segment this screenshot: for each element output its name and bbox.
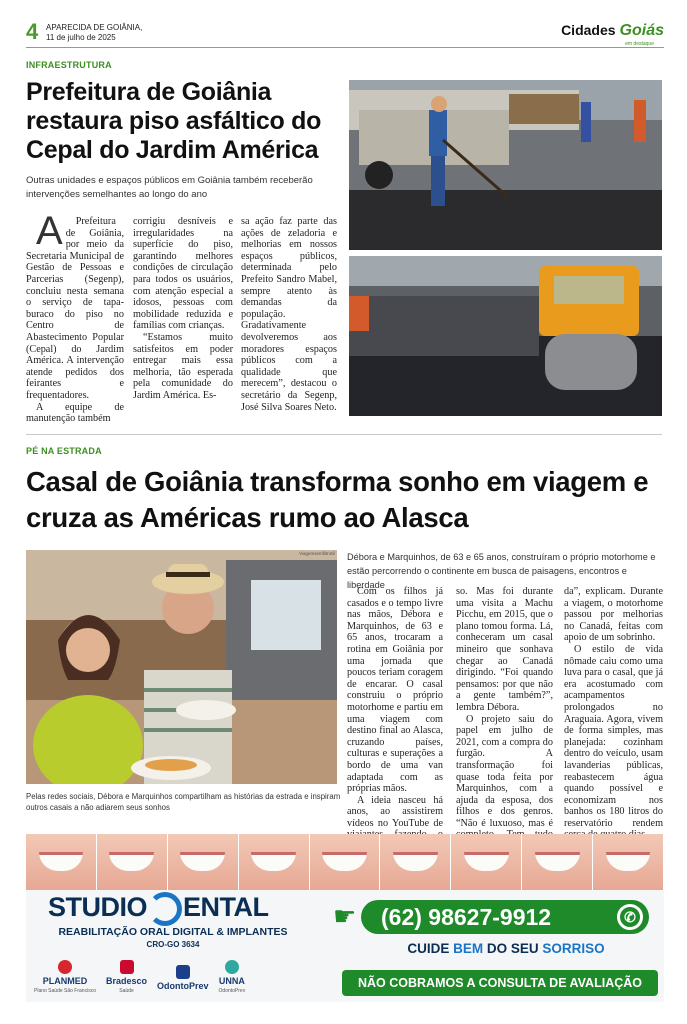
- section-divider: [26, 434, 662, 435]
- partners-row: [34, 958, 324, 998]
- planmed-icon: [58, 960, 72, 974]
- article1-lead: Outras unidades e espaços públicos em Goiânia também receberão intervenções semelhantes ao longo do ano: [26, 175, 313, 200]
- studio-dental-logo: [48, 892, 269, 926]
- dental-advertisement: [26, 834, 664, 1002]
- article2-headline: Casal de Goiânia transforma sonho em viagem e cruza as Américas rumo ao Alasca: [26, 466, 649, 533]
- partner-unna: [219, 960, 246, 996]
- article2-paragraph: so. Mas foi durante uma visita a Machu Picchu, em 2015, que o plano tomou forma. Lá, conheceram um casal mineiro que sonhava chegar ao Canadá dirigindo. “Foi quando pensamos: por que não a gente também?”, lembra Débora.: [456, 586, 553, 713]
- article2-section-label: PÉ NA ESTRADA: [26, 446, 102, 456]
- article2-paragraph: Com os filhos já casados e o tempo livre nas mãos, Débora e Marquinhos, de 63 e 65 anos, trocaram a rotina em Goiânia por uma jornada que poucos teriam coragem de encarar. O casal construiu o próprio motorhome e partiu em uma viagem com destino final ao Alasca, cruzando países, culturas e superações a bordo de uma van adaptada com as próprias mãos.: [347, 586, 443, 795]
- partner-odontoprev: [157, 965, 209, 991]
- article1-column-2: [133, 216, 233, 402]
- edition-info: [46, 23, 142, 43]
- smile-image: [380, 834, 451, 890]
- photo-caption: Pelas redes sociais, Débora e Marquinhos compartilham as histórias da estrada e inspiram outros casais a não adiarem seus sonhos: [26, 792, 341, 812]
- partner-planmed: [34, 960, 96, 996]
- edition-city: APARECIDA DE GOIÂNIA,: [46, 23, 143, 32]
- partner-name: UNNA: [218, 976, 245, 986]
- road-roller-photo: [349, 256, 662, 416]
- partner-name: PLANMED: [42, 976, 88, 986]
- article2-lead: Débora e Marquinhos, de 63 e 65 anos, construíram o próprio motorhome e estão percorrendo o continente em busca de paisagens, encontros e liberdade: [347, 552, 656, 590]
- smiles-banner: [26, 834, 664, 890]
- partner-sub: OdontoPrev: [218, 988, 246, 994]
- asphalt-workers-image: [349, 80, 662, 250]
- article1-headline: Prefeitura de Goiânia restaura piso asfáltico do Cepal do Jardim América: [26, 78, 322, 164]
- article1-paragraph: corrigiu desníveis e irregularidades na superfície do piso, garantindo melhores condições de circulação para todos os usuários, com atenção especial a idosos, pessoas com mobilidade reduzida e famílias com crianças.: [133, 216, 233, 332]
- article1-paragraph: A equipe de manutenção também: [26, 401, 124, 425]
- slogan-part: CUIDE: [407, 941, 454, 956]
- slogan-part: SORRISO: [542, 941, 605, 956]
- page-number: 4: [26, 19, 39, 44]
- brand-section: Cidades: [561, 22, 616, 38]
- ad-slogan: [356, 941, 656, 956]
- article1-paragraph: sa ação faz parte das ações de zeladoria e melhorias em nossos espaços públicos, determinada pelo Prefeito Sandro Mabel, sempre atento às demandas da população. Gradativamente devolveremos aos moradores espaços públicos com a qualidade que merecem”, destacou o secretário da Segenp, José Silva Soares Neto.: [241, 216, 337, 413]
- partner-name: Bradesco: [105, 976, 148, 986]
- partner-bradesco: [106, 960, 147, 996]
- article2-paragraph: O estilo de vida nômade caiu como uma luva para o casal, que já era acostumado com acampamentos prolongados no Araguaia. Agora, vivem de forma simples, mas planejada: cozinham dentro do veículo, usam lavanderias públicas, reabastecem água quando possível e economizam nos banhos os 180 litros do reservatório rendem: [564, 643, 663, 829]
- page-header: [26, 20, 664, 48]
- brand-name: Goiás: [619, 22, 664, 39]
- smile-image: [97, 834, 168, 890]
- no-cost-banner: NÃO COBRAMOS A CONSULTA DE AVALIAÇÃO: [342, 970, 658, 996]
- whatsapp-icon: ✆: [617, 904, 643, 930]
- partner-sub: Saúde: [119, 988, 134, 994]
- edition-date: 11 de julho de 2025: [46, 33, 116, 42]
- logo-word-left: STUDIO: [48, 892, 148, 923]
- smile-image: [310, 834, 381, 890]
- article2-column-1: [347, 586, 443, 853]
- article2-column-2: [456, 586, 553, 864]
- bradesco-icon: [120, 960, 134, 974]
- article2-paragraph: A ideia nasceu há anos, ao assistirem vídeos no YouTube de: [347, 794, 443, 829]
- asphalt-workers-photo: [349, 80, 662, 250]
- phone-number: (62) 98627-9912: [381, 904, 552, 930]
- logo-word-right: ENTAL: [183, 892, 269, 923]
- logo-tagline: REABILITAÇÃO ORAL DIGITAL & IMPLANTES: [58, 926, 288, 938]
- article1-column-3: [241, 216, 337, 413]
- slogan-part: DO SEU: [483, 941, 543, 956]
- logo-cro: CRO-GO 3634: [146, 940, 200, 949]
- odontoprev-icon: [176, 965, 190, 979]
- photo-credit: Viagemsemfiltrotê: [299, 551, 335, 556]
- smile-image: [26, 834, 97, 890]
- partner-sub: Plano Saúde São Francisco: [34, 988, 96, 994]
- partner-name: OdontoPrev: [157, 981, 209, 991]
- brand-sub: em destaque: [625, 41, 654, 47]
- smile-image: [593, 834, 664, 890]
- phone-pill: [361, 900, 649, 934]
- article1-paragraph: “Estamos muito satisfeitos em poder entregar mais essa melhoria, tão esperada pela comunidade do Jardim América. Es-: [133, 331, 233, 401]
- brand-logo: [561, 22, 664, 47]
- unna-icon: [225, 960, 239, 974]
- slogan-part: BEM: [453, 941, 484, 956]
- road-roller-image: [349, 256, 662, 416]
- article1-section-label: INFRAESTRUTURA: [26, 60, 112, 70]
- article2-paragraph: O projeto saiu do papel em julho de 2021, com a compra do furgão. A transformação foi quase toda feita por Marquinhos, com a ajuda da esposa, dos filhos e dos genros. “Não é luxuoso, mas é: [456, 713, 553, 829]
- smile-image: [451, 834, 522, 890]
- smile-image: [239, 834, 310, 890]
- article2-paragraph: da”, explicam. Durante a viagem, o motorhome passou por melhorias no Canadá, feitas com apoio de um sobrinho.: [564, 586, 663, 644]
- smile-image: [522, 834, 593, 890]
- couple-image: [26, 550, 337, 784]
- couple-photo: [26, 550, 337, 784]
- article1-paragraph: APrefeitura de Goiânia, por meio da Secretaria Municipal de Gestão de Pessoas e Parcerias (Segenp), concluiu nesta semana o serviço de tapa-buraco do piso no Centro de Abastecimento Popular (Cepal) do Jardim América. A intervenção atende pedidos dos feirantes e frequentadores.: [26, 209, 124, 401]
- smile-image: [168, 834, 239, 890]
- article2-column-3: [564, 586, 663, 841]
- article1-column-1: [26, 209, 124, 425]
- tooth-d-icon: [148, 892, 182, 926]
- pointing-hand-icon: ☛: [333, 902, 357, 931]
